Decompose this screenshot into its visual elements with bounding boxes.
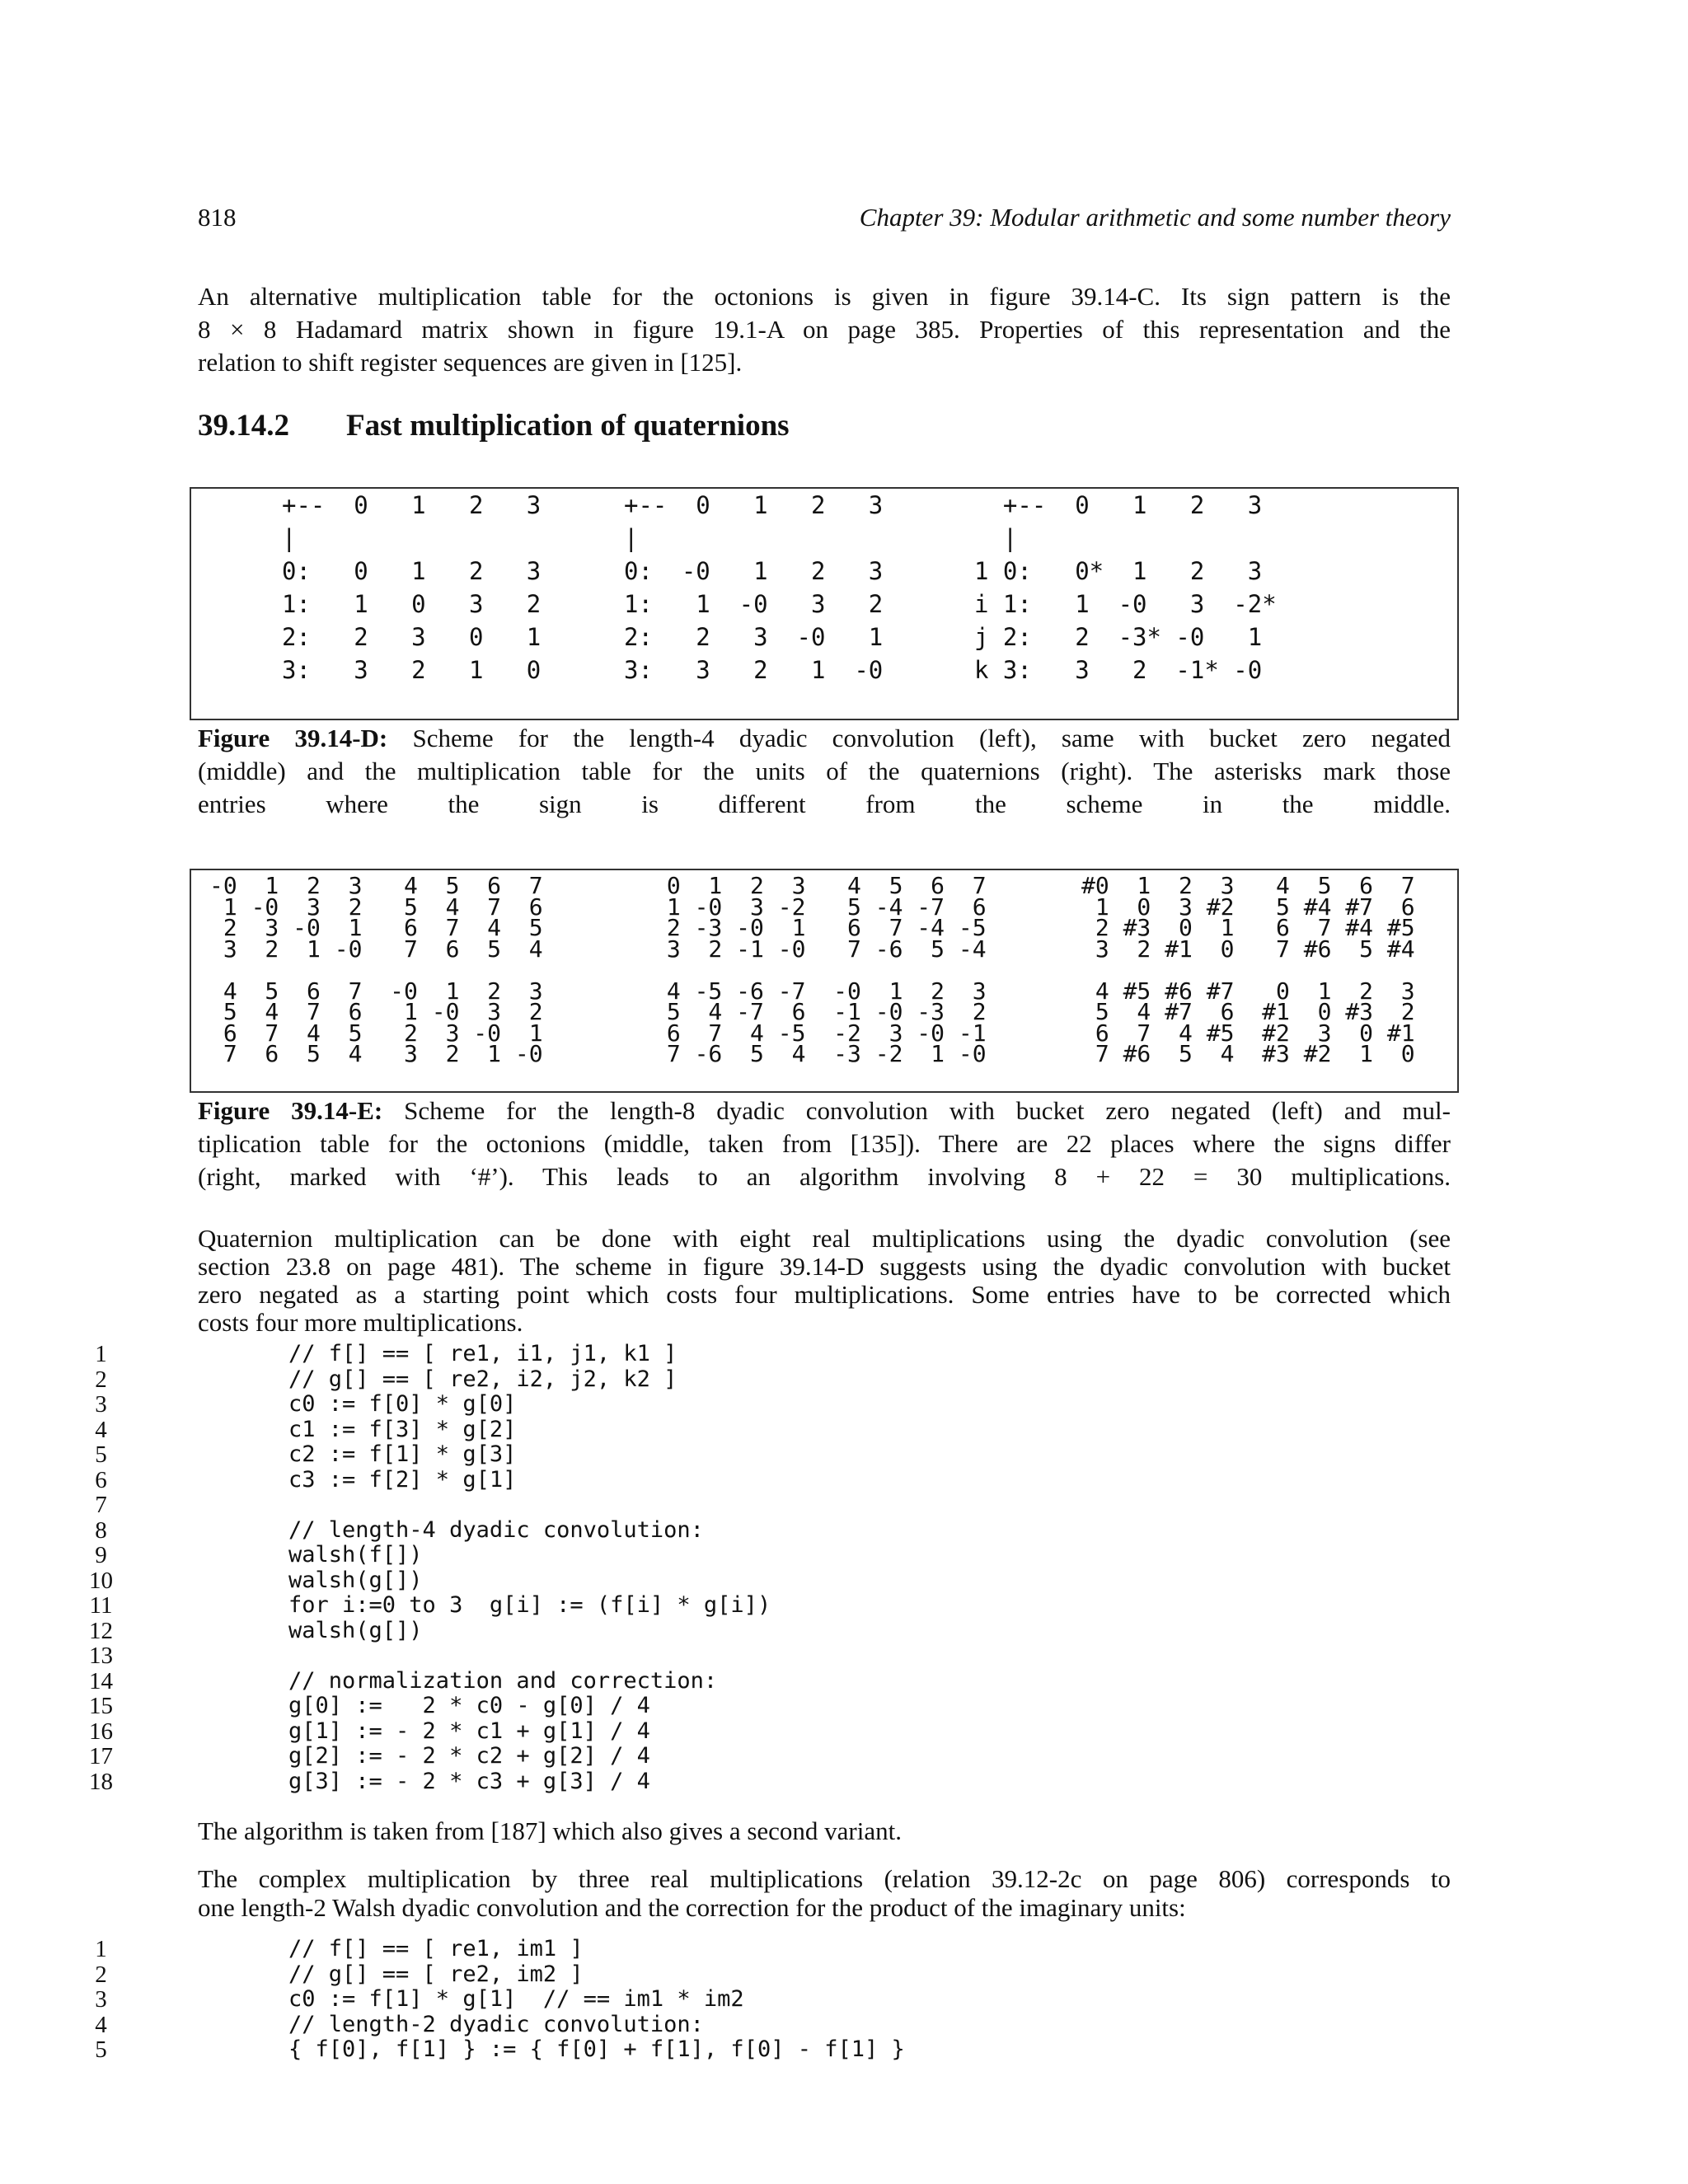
code-line <box>0 1466 517 1493</box>
text-line: relation to shift register sequences are given in [125]. <box>198 348 743 377</box>
line-number: 9 <box>95 1542 107 1568</box>
code-line <box>0 1341 678 1367</box>
code-text: c3 := f[2] * g[1] <box>288 1466 517 1493</box>
octonion-dyadic-table: -0 1 2 3 4 5 6 7 1 -0 3 2 5 4 7 6 2 3 -0 1 6 7 4 5 3 2 1 -0 7 6 5 4 4 5 6 7 -0 1 2 3 5 4 7 6 1 -0 3 2 6 7 4 5 2 3 -0 1 7 6 5 4 3 2 1 -0 <box>209 872 543 1067</box>
line-number: 12 <box>89 1617 113 1644</box>
code-text: // g[] == [ re2, im2 ] <box>288 1961 584 1987</box>
code-text: walsh(g[]) <box>288 1617 423 1643</box>
code-text: // g[] == [ re2, i2, j2, k2 ] <box>288 1366 678 1392</box>
code-line <box>0 1768 650 1795</box>
line-number: 18 <box>89 1768 113 1795</box>
line-number: 7 <box>95 1492 107 1518</box>
line-number: 4 <box>95 1416 107 1443</box>
code-text: g[3] := - 2 * c3 + g[3] / 4 <box>288 1768 650 1794</box>
line-number: 1 <box>95 1341 107 1367</box>
code-line <box>0 1366 678 1393</box>
caption-label: Figure 39.14-D: <box>198 724 388 752</box>
chapter-title: Chapter 39: Modular arithmetic and some number theory <box>859 203 1451 232</box>
line-number: 1 <box>95 1936 107 1962</box>
code-listing-complex <box>0 1936 905 2063</box>
text-line: An alternative multiplication table for the octonions is given in figure 39.14-C. Its sign pattern is the <box>198 282 1451 311</box>
code-line <box>0 1986 744 2013</box>
paragraph-algorithm-source <box>198 1815 1451 1848</box>
line-number: 6 <box>95 1466 107 1493</box>
code-text: // length-4 dyadic convolution: <box>288 1516 704 1543</box>
dyadic-convolution-table: +-- 0 1 2 3 | 0: 0 1 2 3 1: 1 0 3 2 2: 2 3 0 1 3: 3 2 1 0 <box>282 491 542 684</box>
code-line <box>0 1693 650 1719</box>
code-line <box>0 1542 423 1568</box>
octonion-multiplication-table: 0 1 2 3 4 5 6 7 1 -0 3 -2 5 -4 -7 6 2 -3 -0 1 6 7 -4 -5 3 2 -1 -0 7 -6 5 -4 4 -5 -6 -7 -0 1 2 3 5 4 -7 6 -1 -0 -3 2 6 7 4 -5 -2 3 -0 -1 7 -6 5 4 -3 -2 1 -0 <box>666 872 987 1067</box>
code-line <box>0 1516 704 1544</box>
negated-bucket-table: +-- 0 1 2 3 | 0: -0 1 2 3 1: 1 -0 3 2 2: 2 3 -0 1 3: 3 2 1 -0 <box>624 491 884 684</box>
paragraph-complex-multiplication <box>198 1864 1451 1922</box>
paragraph-quaternion-multiplication <box>198 1225 1451 1337</box>
code-text: g[1] := - 2 * c1 + g[1] / 4 <box>288 1718 650 1744</box>
code-text: g[2] := - 2 * c2 + g[2] / 4 <box>288 1743 650 1769</box>
line-number: 5 <box>95 2036 107 2063</box>
code-text: walsh(f[]) <box>288 1542 423 1568</box>
caption-text: (middle) and the multiplication table for the units of the quaternions (right). The asterisks mark those <box>198 757 1451 785</box>
page-number: 818 <box>198 203 237 232</box>
line-number: 3 <box>95 1391 107 1418</box>
text-line: 8 × 8 Hadamard matrix shown in figure 19.1-A on page 385. Properties of this representation and the <box>198 315 1451 344</box>
caption-text: tiplication table for the octonions (middle, taken from [135]). There are 22 places where the signs differ <box>198 1129 1451 1158</box>
quaternion-units-table: +-- 0 1 2 3 | 1 0: 0* 1 2 3 i 1: 1 -0 3 -2* j 2: 2 -3* -0 1 k 3: 3 2 -1* -0 <box>974 491 1277 684</box>
caption-text: Scheme for the length-4 dyadic convolution (left), same with bucket zero negated <box>387 724 1451 752</box>
code-line <box>0 1416 517 1443</box>
text-line: The algorithm is taken from [187] which also gives a second variant. <box>198 1816 902 1845</box>
code-line <box>0 1643 202 1669</box>
code-line <box>0 1567 423 1594</box>
code-text: // length-2 dyadic convolution: <box>288 2011 704 2037</box>
code-text: c2 := f[1] * g[3] <box>288 1441 517 1467</box>
text-line: one length-2 Walsh dyadic convolution and the correction for the product of the imaginary units: <box>198 1893 1186 1922</box>
code-text: // f[] == [ re1, i1, j1, k1 ] <box>288 1341 678 1366</box>
code-line <box>0 1718 650 1745</box>
line-number: 2 <box>95 1366 107 1393</box>
line-number: 5 <box>95 1441 107 1468</box>
text-line: costs four more multiplications. <box>198 1308 523 1337</box>
code-line <box>0 1743 650 1769</box>
code-text: c0 := f[0] * g[0] <box>288 1391 517 1417</box>
code-line <box>0 1441 517 1468</box>
section-title: Fast multiplication of quaternions <box>346 409 790 443</box>
code-line <box>0 2036 905 2063</box>
line-number: 16 <box>89 1718 113 1745</box>
figure-39-14-d-frame <box>190 487 1459 720</box>
code-line <box>0 1592 771 1619</box>
caption-label: Figure 39.14-E: <box>198 1096 383 1125</box>
code-line <box>0 1667 718 1694</box>
code-line <box>0 2011 704 2038</box>
line-number: 4 <box>95 2011 107 2038</box>
text-line: zero negated as a starting point which costs four multiplications. Some entries have to be corrected which <box>198 1280 1451 1309</box>
line-number: 13 <box>89 1643 113 1669</box>
code-text: walsh(g[]) <box>288 1567 423 1593</box>
line-number: 2 <box>95 1961 107 1988</box>
caption-text: Scheme for the length-8 dyadic convolution with bucket zero negated (left) and mul- <box>382 1096 1451 1125</box>
section-heading <box>198 408 790 443</box>
text-line: The complex multiplication by three real multiplications (relation 39.12-2c on page 806) corresponds to <box>198 1864 1451 1893</box>
caption-text: (right, marked with ‘#’). This leads to an algorithm involving 8 + 22 = 30 multiplications. <box>198 1162 1451 1191</box>
line-number: 14 <box>89 1667 113 1694</box>
code-line <box>0 1961 584 1988</box>
code-text: { f[0], f[1] } := { f[0] + f[1], f[0] - f[1] } <box>288 2036 905 2062</box>
line-number: 17 <box>89 1743 113 1769</box>
code-listing-quaternion <box>0 1341 771 1795</box>
line-number: 8 <box>95 1516 107 1544</box>
figure-39-14-d-caption <box>198 722 1451 821</box>
line-number: 15 <box>89 1693 113 1719</box>
code-text: g[0] := 2 * c0 - g[0] / 4 <box>288 1693 650 1718</box>
code-text: for i:=0 to 3 g[i] := (f[i] * g[i]) <box>288 1592 771 1618</box>
caption-text: entries where the sign is different from the scheme in the middle. <box>198 790 1451 818</box>
intro-paragraph <box>198 280 1451 379</box>
code-line <box>0 1617 423 1644</box>
code-line <box>0 1936 584 1962</box>
line-number: 11 <box>89 1592 113 1619</box>
figure-39-14-e-caption <box>198 1094 1451 1193</box>
code-line <box>0 1391 517 1418</box>
code-text: // f[] == [ re1, im1 ] <box>288 1936 584 1961</box>
code-line <box>0 1493 202 1518</box>
line-number: 10 <box>89 1567 113 1594</box>
code-text: c0 := f[1] * g[1] // == im1 * im2 <box>288 1986 744 2012</box>
figure-39-14-e-frame <box>190 869 1459 1093</box>
sign-difference-table: #0 1 2 3 4 5 6 7 1 0 3 #2 5 #4 #7 6 2 #3 0 1 6 7 #4 #5 3 2 #1 0 7 #6 5 #4 4 #5 #6 #7 0 1 2 3 5 4 #7 6 #1 0 #3 2 6 7 4 #5 #2 3 0 #1 7 #6 5 4 #3 #2 1 0 <box>1081 872 1415 1067</box>
code-text: // normalization and correction: <box>288 1667 718 1694</box>
code-text: c1 := f[3] * g[2] <box>288 1416 517 1442</box>
text-line: Quaternion multiplication can be done with eight real multiplications using the dyadic convolution (see <box>198 1224 1451 1253</box>
section-number: 39.14.2 <box>198 409 289 443</box>
text-line: section 23.8 on page 481). The scheme in figure 39.14-D suggests using the dyadic convolution with bucket <box>198 1252 1451 1281</box>
line-number: 3 <box>95 1986 107 2013</box>
